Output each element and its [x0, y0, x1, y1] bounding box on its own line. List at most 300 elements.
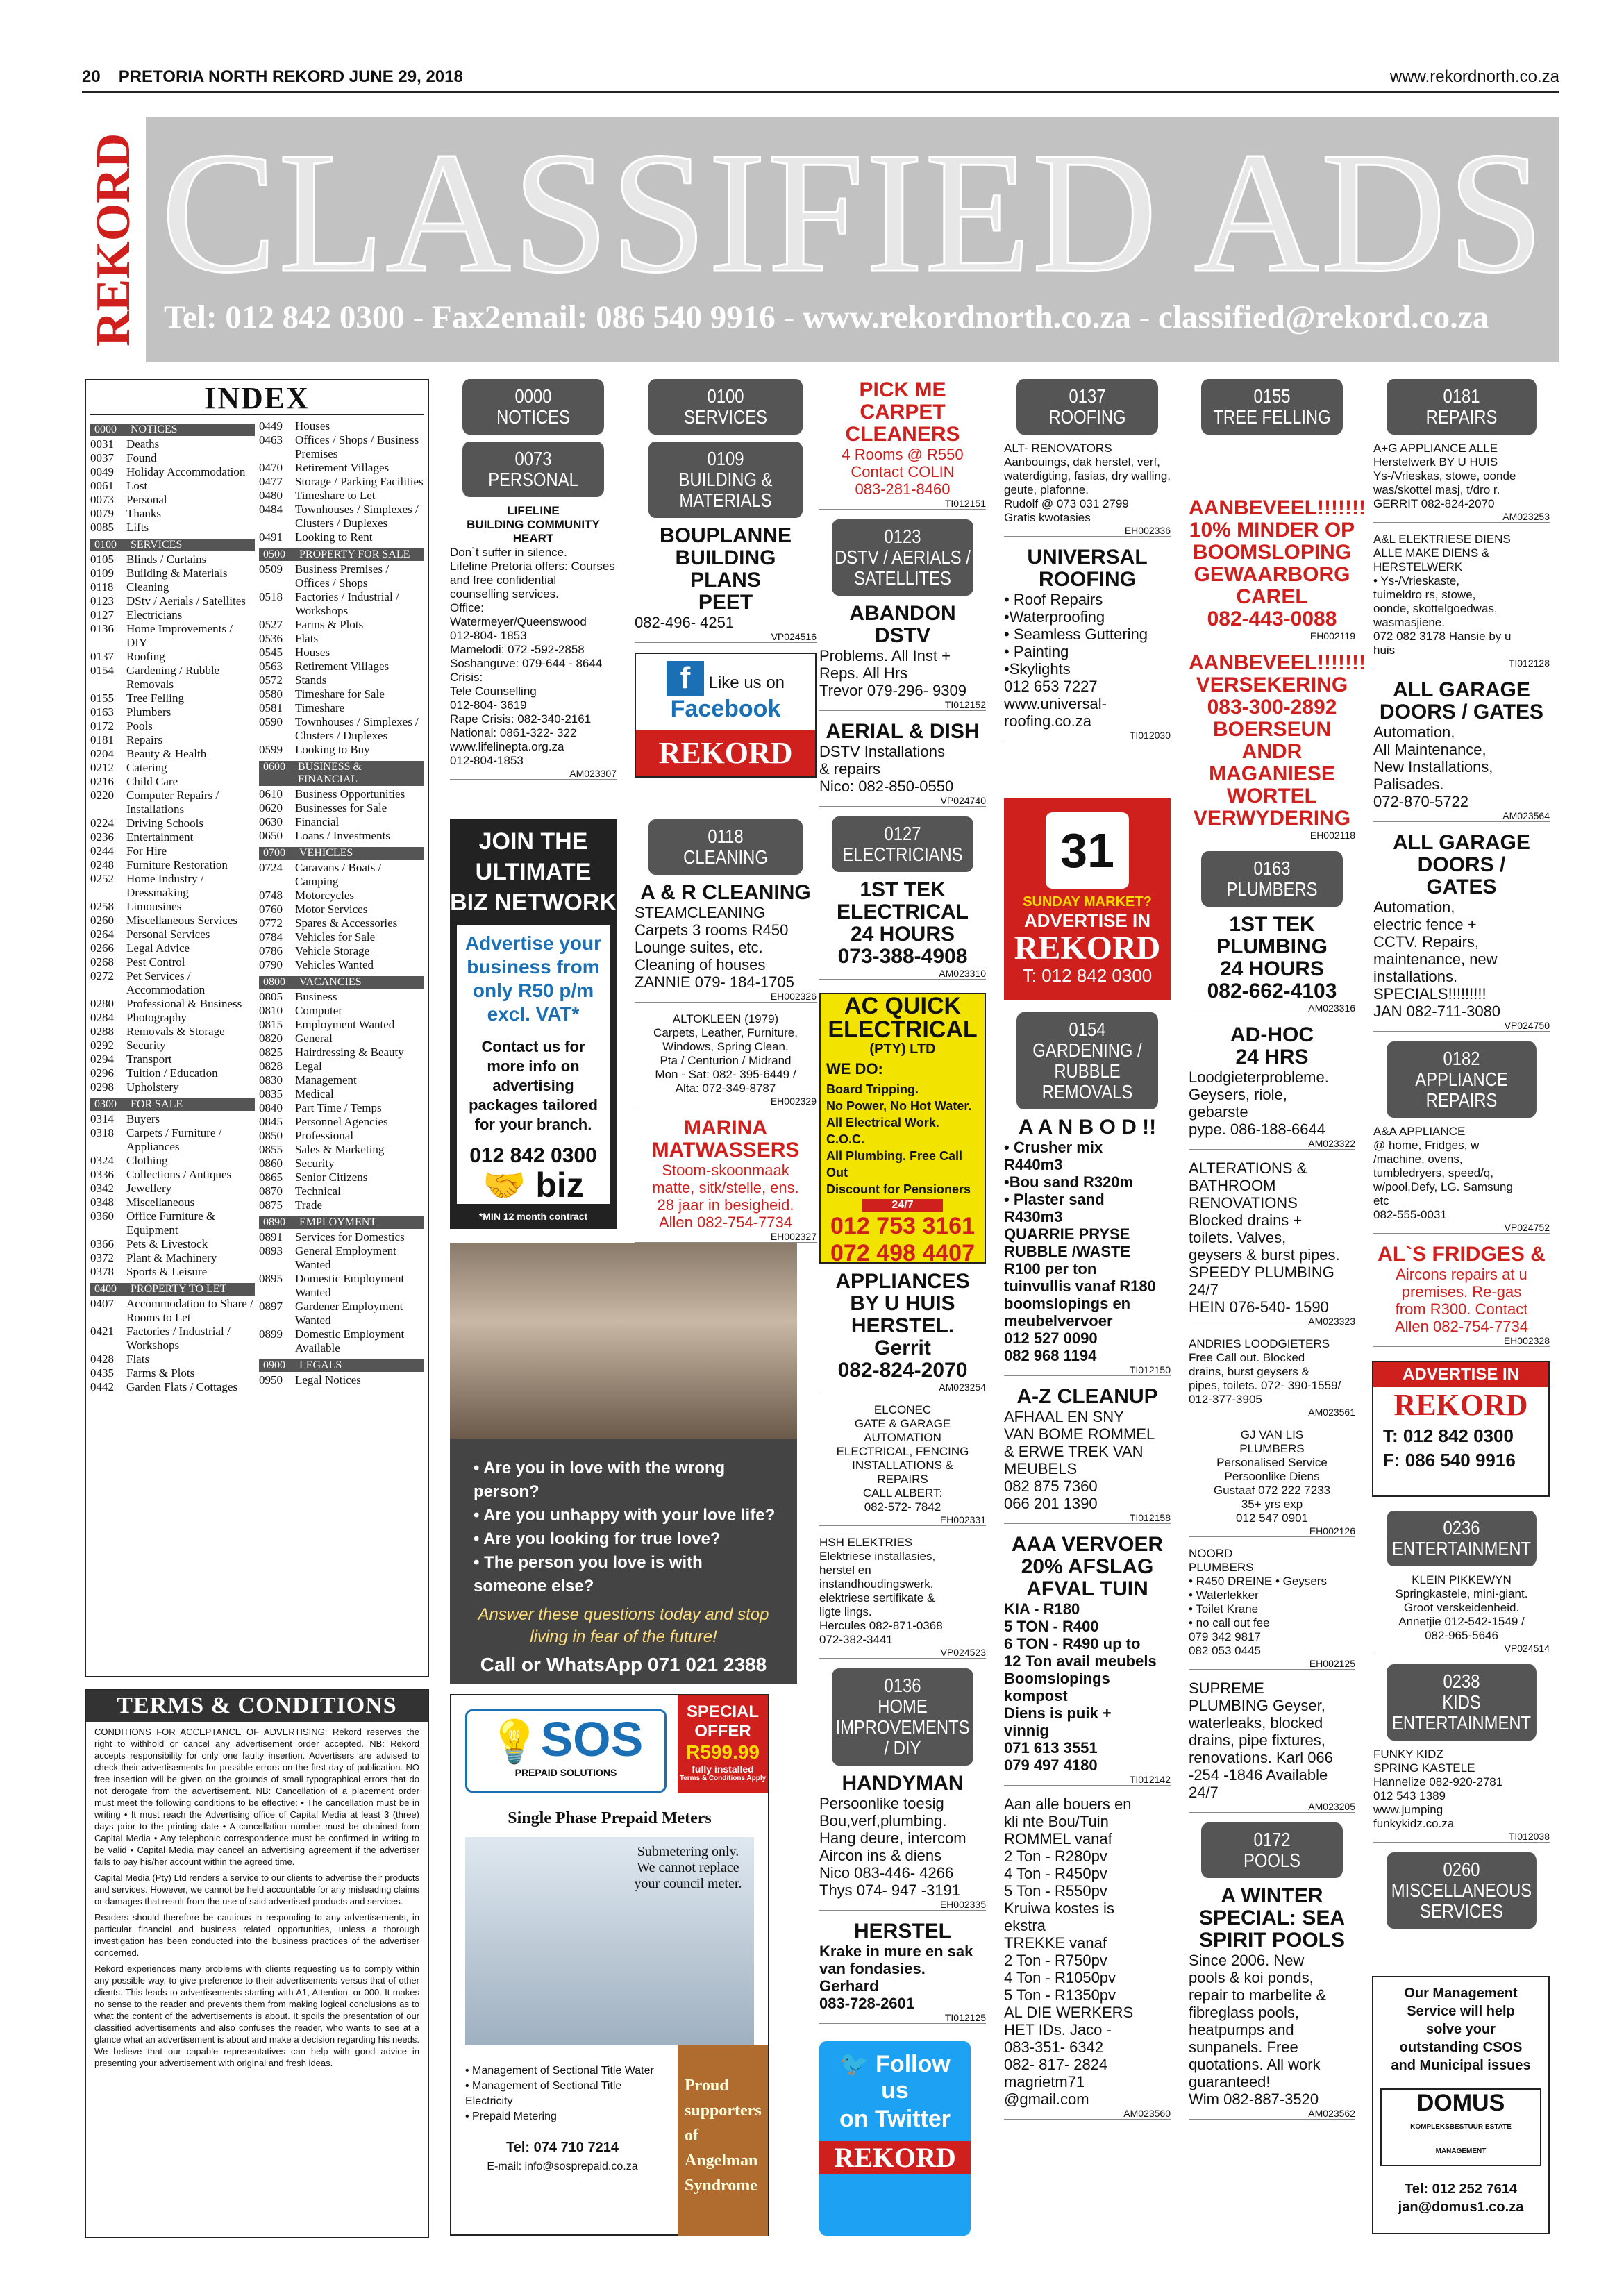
garage-doors-ad — [1373, 832, 1550, 1032]
elconec-ad — [819, 1403, 986, 1526]
index-entry: 0118 Cleaning — [90, 580, 169, 594]
ad-line: ROOFING — [1039, 568, 1136, 591]
ad-line: AUTOMATION — [864, 1431, 941, 1444]
ad-line: •Bou sand R320m — [1004, 1173, 1134, 1191]
ad-line: Persoonlike toesig — [819, 1795, 944, 1812]
ad-line: PLANS — [690, 569, 761, 592]
ad-ref-code: AM023564 — [1373, 810, 1550, 822]
ad-ref-code: EH002118 — [1189, 830, 1355, 841]
biz-phone[interactable]: 012 842 0300 — [469, 1144, 597, 1167]
ad-line: PEET — [698, 591, 753, 614]
index-entry: 0480 Timeshare to Let — [259, 489, 376, 502]
ad-ref-code: AM023323 — [1189, 1316, 1355, 1327]
ad-ref-code: EH002336 — [1004, 525, 1171, 537]
index-section: 0890 EMPLOYMENT — [259, 1216, 424, 1229]
index-entry: 0324 Clothing — [90, 1154, 168, 1167]
index-section: 0000 NOTICES — [90, 424, 255, 436]
ad-ref-code: TI012150 — [1004, 1364, 1171, 1376]
ad-line: boomslopings en — [1004, 1295, 1131, 1312]
ad-line: •Waterproofing — [1004, 608, 1105, 626]
ad-line: 082-496- 4251 — [635, 614, 735, 631]
domus-phone[interactable]: Tel: 012 252 7614 — [1405, 2181, 1517, 2197]
index-entry: 0298 Upholstery — [90, 1080, 179, 1093]
adv-phone[interactable]: T: 012 842 0300 — [1383, 1425, 1514, 1446]
ad-line: GEWAARBORG — [1194, 563, 1350, 586]
ad-line: van fondasies. — [819, 1960, 926, 1977]
ad-line: 012-377-3905 — [1189, 1393, 1262, 1406]
ad-line: & ERWE TREK VAN — [1004, 1443, 1144, 1460]
klein-pikkewyn-ad — [1373, 1573, 1550, 1654]
ad-line: BOUPLANNE — [659, 524, 792, 547]
ad-line: 083-728-2601 — [819, 1995, 915, 2012]
ad-line: HERSTEL — [853, 1920, 951, 1943]
ad-line: ELECTRICAL — [837, 900, 969, 923]
ad-line: magrietm71 — [1004, 2073, 1085, 2090]
ad-line: geysers & burst pipes. — [1189, 1246, 1340, 1264]
ad-line: Lifeline Pretoria offers: Courses and free confidential counselling services. — [450, 560, 615, 601]
index-entry: 0572 Stands — [259, 673, 327, 687]
index-entry: 0260 Miscellaneous Services — [90, 914, 238, 927]
category-header[interactable]: 0100 SERVICES — [648, 379, 803, 435]
ad-line: Free Call out. Blocked — [1189, 1351, 1305, 1364]
category-header[interactable]: 0181 REPAIRS — [1387, 379, 1537, 435]
ad-line: 012-804-1853 — [450, 754, 524, 767]
domus-ad: Our Management Service will help solve your outstanding CSOS and Municipal issues DOMUS KOMPLEKSBESTUUR ESTATE MANAGEMENT Tel: 012 252 7614 jan@domus1.co.za — [1372, 1976, 1550, 2234]
category-header[interactable]: 0000 NOTICES — [462, 379, 604, 435]
category-header[interactable]: 0123 DSTV / AERIALS / SATELLITES — [832, 519, 973, 596]
column-entertainment — [1373, 1511, 1550, 1936]
ad-line: Krake in mure en sak — [819, 1943, 973, 1960]
ad-ref-code: TI012142 — [1004, 1774, 1171, 1786]
ad-line: PLUMBING Geyser, — [1189, 1697, 1325, 1714]
index-entry: 0264 Personal Services — [90, 928, 210, 941]
page-header — [82, 65, 1559, 93]
ag-appliance-ad — [1373, 442, 1550, 523]
ad-ref-code: AM023322 — [1189, 1138, 1355, 1150]
ad-line: Don`t suffer in silence. — [450, 546, 567, 559]
ad-line: 2 Ton - R280pv — [1004, 1847, 1107, 1865]
domus-email[interactable]: jan@domus1.co.za — [1398, 2199, 1524, 2215]
category-header[interactable]: 0136 HOME IMPROVEMENTS / DIY — [832, 1668, 973, 1766]
ad-ref-code: EH002335 — [819, 1899, 986, 1911]
ad-line: Groot verskeidenheid. — [1403, 1601, 1520, 1614]
ad-ref-code: EH002327 — [635, 1231, 817, 1243]
sos-service: • Management of Sectional Title Water — [465, 2065, 654, 2077]
category-header[interactable]: 0163 PLUMBERS — [1201, 851, 1343, 907]
handyman-ad — [819, 1773, 986, 1911]
category-header[interactable]: 0118 CLEANING — [648, 819, 803, 875]
noord-plumbers-ad — [1189, 1547, 1355, 1670]
ad-line: MATWASSERS — [651, 1139, 800, 1162]
ad-line: 10% MINDER OP — [1189, 519, 1355, 542]
ad-line: guaranteed! — [1189, 2073, 1271, 2090]
cal-phone[interactable]: T: 012 842 0300 — [1022, 965, 1153, 986]
ad-line: HSH ELEKTRIES — [819, 1536, 913, 1549]
ad-ref-code: TI012128 — [1373, 657, 1550, 669]
ad-line: Automation, — [1373, 898, 1455, 916]
index-entry: 0810 Computer — [259, 1004, 342, 1017]
funky-kidz-ad — [1373, 1748, 1550, 1843]
index-entry: 0155 Tree Felling — [90, 692, 184, 705]
ad-line: Cleaning of houses — [635, 956, 766, 973]
tek-electrical-ad — [819, 879, 986, 980]
ad-line: electric fence + — [1373, 916, 1477, 933]
ad-line: PICK ME — [859, 378, 946, 401]
index-entry: 0580 Timeshare for Sale — [259, 687, 385, 701]
ad-line: ANDRIES LOODGIETERS — [1189, 1337, 1330, 1350]
ad-line: DSTV Installations — [819, 743, 945, 760]
supreme-plumbing-ad — [1189, 1679, 1355, 1813]
ad-line: 082-824-2070 — [837, 1359, 968, 1382]
love-question: • Are you looking for true love? — [474, 1530, 721, 1548]
terms-paragraph: Rekord experiences many problems with clients requesting us to comply within any possible way, to give preference to their advertisements versus that of other clients. This leads to advertisements starting with A1, Attention, or 000. It makes no sense to the reader and prevents them from making logical conclusions as to what the content of the advertisements is about. It spoils the presentation of our classified advertisements and also confuses the reader, who wants to see at a glance what an advertisement is about and make a decision regarding his needs. We believe that our capable representatives can help with good advice in presenting your advertisement with original and fresh ideas. — [94, 1963, 419, 2068]
index-entry: 0258 Limousines — [90, 900, 182, 913]
ad-line: DOORS / GATES — [1379, 701, 1544, 723]
ad-line: SPECIALS!!!!!!!!! — [1373, 985, 1487, 1003]
ad-line: Automation, — [1373, 723, 1455, 741]
ad-ref-code: EH002326 — [635, 991, 817, 1003]
facebook-promo: f Like us on Facebook REKORD — [635, 653, 817, 778]
index-entry: 0181 Repairs — [90, 733, 162, 746]
ad-line: @ home, Fridges, w — [1373, 1139, 1480, 1152]
ad-line: VAN BOME ROMMEL — [1004, 1425, 1155, 1443]
love-answer: Answer these questions today and stop living in fear of the future! — [478, 1605, 769, 1646]
biz-network-promo — [450, 819, 617, 1229]
index-entry: 0563 Retirement Villages — [259, 660, 390, 673]
ad-line: A WINTER — [1221, 1884, 1323, 1907]
sos-email[interactable]: E-mail: info@sosprepaid.co.za — [487, 2161, 638, 2172]
index-entry: 0154 Gardening / Rubble Removals — [90, 664, 220, 691]
ad-line: TREKKE vanaf — [1004, 1934, 1107, 1952]
index-entry: 0790 Vehicles Wanted — [259, 958, 374, 971]
category-header[interactable]: 0154 GARDENING / RUBBLE REMOVALS — [1016, 1012, 1158, 1109]
ad-line: Mamelodi: 072 -592-2858 — [450, 643, 585, 656]
ad-line: Office: — [450, 601, 484, 614]
ad-line: 35+ yrs exp — [1241, 1498, 1303, 1511]
index-entry: 0828 Legal — [259, 1059, 322, 1073]
index-entry: 0421 Factories / Industrial / Workshops — [90, 1325, 231, 1352]
ad-line: Herstelwerk BY U HUIS — [1373, 455, 1498, 469]
ad-line: ANDR — [1241, 740, 1303, 763]
ad-line: 012 653 7227 — [1004, 678, 1098, 695]
bouers-ad — [1004, 1795, 1171, 2120]
az-cleanup-ad — [1004, 1386, 1171, 1524]
ad-line: •Skylights — [1004, 660, 1071, 678]
column-notices — [450, 379, 617, 789]
index-entry: 0835 Medical — [259, 1087, 334, 1100]
aerial-dish-ad — [819, 721, 986, 807]
ad-line: KIA - R180 — [1004, 1600, 1080, 1618]
index-entry: 0850 Professional — [259, 1129, 354, 1142]
index-entry: 0630 Financial — [259, 815, 340, 828]
ad-line: gebarste — [1189, 1103, 1248, 1121]
ar-cleaning-ad — [635, 882, 817, 1003]
love-question: • The person you love is with someone else? — [474, 1553, 703, 1595]
ad-line: BOERSEUN — [1212, 718, 1332, 741]
aanbeveel-ad — [1189, 496, 1366, 642]
index-entry: 0830 Management — [259, 1073, 357, 1087]
ad-line: HERSTELWERK — [1373, 560, 1463, 573]
ad-line: • Crusher mix — [1004, 1139, 1103, 1156]
category-header[interactable]: 0137 ROOFING — [1016, 379, 1158, 435]
index-entry: 0296 Tuition / Education — [90, 1066, 218, 1080]
biz-title-1: JOIN THE — [478, 828, 588, 855]
ad-line: kli nte Bou/Tuin — [1004, 1813, 1109, 1830]
ad-ref-code: EH002125 — [1189, 1658, 1355, 1670]
ad-line: ELECTRICAL, FENCING — [836, 1445, 969, 1458]
index-title: INDEX — [90, 383, 424, 415]
handshake-icon: 🤝 — [483, 1166, 526, 1205]
ritual-photo — [450, 1243, 797, 1439]
ad-line: pools & koi ponds, — [1189, 1969, 1314, 1986]
love-phone[interactable]: Call or WhatsApp 071 021 2388 — [480, 1654, 767, 1675]
category-header[interactable]: 0155 TREE FELLING — [1201, 379, 1343, 435]
ad-line: ekstra — [1004, 1917, 1046, 1934]
ad-line: 28 jaar in besigheid. — [657, 1196, 794, 1214]
ad-line: wasmasjiene. — [1373, 616, 1445, 629]
ad-line: Rape Crisis: 082-340-2161 — [450, 712, 592, 726]
index-entry: 0509 Business Premises / Offices / Shops — [259, 562, 390, 589]
acq-service: No Power, No Hot Water. — [826, 1099, 972, 1113]
appliances-ad — [819, 1271, 986, 1393]
ad-line: Hannelize 082-920-2781 — [1373, 1775, 1503, 1788]
ad-line: QUARRIE PRYSE — [1004, 1225, 1130, 1243]
index-entry: 0037 Found — [90, 451, 157, 464]
index-entry: 0581 Timeshare — [259, 701, 345, 714]
acq-service: Discount for Pensioners — [826, 1182, 971, 1196]
index-section: 0900 LEGALS — [259, 1359, 424, 1372]
ad-line: Gerhard — [819, 1977, 879, 1995]
index-entry: 0536 Flats — [259, 632, 319, 645]
ad-ref-code: EH002331 — [819, 1514, 986, 1526]
ad-line: 4 Rooms @ R550 — [842, 446, 964, 463]
ad-line: • Seamless Guttering — [1004, 626, 1148, 643]
ad-line: renovations. Karl 066 — [1189, 1749, 1333, 1766]
ad-line: 083-351- 6342 — [1004, 2038, 1104, 2056]
ad-line: maintenance, new — [1373, 950, 1498, 968]
index-entry: 0314 Buyers — [90, 1112, 160, 1125]
ad-line: R430m3 — [1004, 1208, 1063, 1225]
sunday-market-promo: 31 SUNDAY MARKET? ADVERTISE IN REKORD T: 012 842 0300 — [1004, 798, 1171, 1000]
ad-line: & repairs — [819, 760, 881, 778]
index-entry: 0220 Computer Repairs / Installations — [90, 789, 219, 816]
index-entry: 0845 Personnel Agencies — [259, 1115, 388, 1128]
adv-fax: F: 086 540 9916 — [1383, 1450, 1516, 1470]
ad-line: HET IDs. Jaco - — [1004, 2021, 1112, 2038]
ad-line: 012-804- 1853 — [450, 629, 527, 642]
ad-line: REPAIRS — [877, 1473, 928, 1486]
herstel-ad — [819, 1920, 986, 2024]
terms-paragraph: CONDITIONS FOR ACCEPTANCE OF ADVERTISING: Rekord reserves the right to withhold or cancel any advertisement order accepted. NB: Rekord accepts responsibility for only one faulty insertion. Advertisers are advised to check their advertisements for possible errors on the first day of publication. NO free insertion will be given on the grounds of small typographical errors that do not derogate from the advertisement. NB: Cancellation of a placement order must meet the following conditions to be effective: • The cancellation must be in writing • It must reach the Advertising office of Capital Media at least 3 (three) days prior to the printing date • A cancellation number must be obtained from Capital Media • Any telephonic correspondence must be confirmed in writing to be valid • Capital Media may cancel an advertising agreement if the advertiser fails to pay his/her account within the agreed time. — [94, 1727, 419, 1867]
ad-line: 5 Ton - R550pv — [1004, 1882, 1107, 1900]
index-entry: 0061 Lost — [90, 479, 148, 492]
ad-line: Boomslopings — [1004, 1670, 1110, 1687]
ad-ref-code: EH002329 — [635, 1096, 817, 1107]
ad-ref-code: VP024740 — [819, 795, 986, 807]
als-fridges-ad — [1373, 1243, 1550, 1347]
index-entry: 0348 Miscellaneous — [90, 1196, 195, 1209]
ad-line: sunpanels. Free — [1189, 2038, 1298, 2056]
category-header[interactable]: 0109 BUILDING & MATERIALS — [648, 442, 803, 518]
ad-line: 4 Ton - R1050pv — [1004, 1969, 1116, 1986]
index-column-1 — [90, 419, 255, 1394]
ad-line: SPRING KASTELE — [1373, 1761, 1475, 1775]
rekord-logo: REKORD — [819, 2141, 971, 2174]
aaa-vervoer-ad — [1004, 1534, 1171, 1786]
ad-line: 5 TON - R400 — [1004, 1618, 1099, 1635]
ad-line: Gratis kwotasies — [1004, 511, 1091, 524]
ad-line: w/pool,Defy, LG. Samsung — [1373, 1180, 1513, 1193]
ad-line: SPECIAL: SEA — [1198, 1907, 1346, 1929]
ad-line: AFHAAL EN SNY — [1004, 1408, 1124, 1425]
category-header[interactable]: 0238 KIDS ENTERTAINMENT — [1387, 1664, 1537, 1741]
ad-ref-code: VP024523 — [819, 1647, 986, 1659]
ad-line: National: 0861-322- 322 — [450, 726, 577, 739]
index-entry: 0284 Photography — [90, 1011, 187, 1024]
ad-line: CAREL — [1236, 585, 1308, 608]
ad-line: 24/7 — [1189, 1281, 1219, 1298]
index-entry: 0599 Looking to Buy — [259, 743, 370, 756]
acq-service: All Electrical Work. C.O.C. — [826, 1116, 939, 1146]
column-tree-plumbers-pools — [1189, 379, 1366, 2129]
bouplanne-ad — [635, 525, 817, 643]
index-entry: 0266 Legal Advice — [90, 941, 190, 955]
ad-ref-code: EH002119 — [1189, 630, 1355, 642]
ad-line: 082 968 1194 — [1004, 1347, 1097, 1364]
ad-line: was/skottel masj, t/dro r. — [1373, 483, 1500, 496]
special-offer-badge: SPECIAL OFFER R599.99 fully installed Terms & Conditions Apply — [678, 1695, 768, 1793]
index-entry: 0294 Transport — [90, 1053, 172, 1066]
ad-ref-code: VP024752 — [1373, 1222, 1550, 1234]
ad-line: Persoonlike Diens — [1224, 1470, 1320, 1483]
index-entry: 0236 Entertainment — [90, 830, 194, 844]
website-link[interactable]: www.rekordnorth.co.za — [1389, 67, 1559, 86]
ad-line: ALLE MAKE DIENS & — [1373, 546, 1490, 560]
category-header[interactable]: 0236 ENTERTAINMENT — [1387, 1511, 1537, 1566]
index-entry: 0252 Home Industry / Dressmaking — [90, 872, 204, 899]
category-header[interactable]: 0073 PERSONAL — [462, 442, 604, 497]
sos-prepaid-ad — [450, 1694, 769, 2236]
index-entry: 0163 Plumbers — [90, 705, 171, 719]
ad-line: 012 547 0901 — [1236, 1511, 1308, 1525]
index-entry: 0272 Pet Services / Accommodation — [90, 969, 206, 996]
index-entry: 0372 Plant & Machinery — [90, 1251, 217, 1264]
index-section: 0100 SERVICES — [90, 539, 255, 551]
acq-phone[interactable]: 072 498 4407 — [830, 1240, 975, 1266]
ad-line: kompost — [1004, 1687, 1068, 1704]
index-entry: 0491 Looking to Rent — [259, 530, 373, 544]
ad-ref-code: TI012151 — [819, 498, 986, 510]
index-entry: 0428 Flats — [90, 1352, 150, 1366]
index-entry: 0724 Caravans / Boats / Camping — [259, 861, 382, 888]
ad-line: 4 Ton - R450pv — [1004, 1865, 1107, 1882]
ad-line: ligte lings. — [819, 1605, 872, 1618]
index-entry: 0870 Technical — [259, 1184, 341, 1198]
ad-line: 24 HOURS — [850, 923, 955, 946]
lightbulb-icon: 💡 — [488, 1718, 541, 1765]
domus-logo: DOMUS KOMPLEKSBESTUUR ESTATE MANAGEMENT — [1380, 2088, 1541, 2166]
ad-line: 082-965-5646 — [1425, 1629, 1498, 1642]
ad-line: Personalised Service — [1216, 1456, 1328, 1469]
ad-line: INSTALLATIONS & — [852, 1459, 953, 1472]
sos-logo: 💡SOS PREPAID SOLUTIONS — [465, 1709, 667, 1793]
ad-line: 012 543 1389 — [1373, 1789, 1446, 1802]
ad-line: FUNKY KIDZ — [1373, 1748, 1443, 1761]
ad-line: Aircons repairs at u — [1396, 1266, 1527, 1283]
ad-line: drains, burst geysers & — [1189, 1365, 1309, 1378]
index-entry: 0244 For Hire — [90, 844, 167, 857]
ad-line: AFVAL TUIN — [1026, 1577, 1148, 1600]
category-header[interactable]: 0260 MISCELLANEOUS SERVICES — [1387, 1852, 1537, 1929]
ad-line: Watermeyer/Queenswood — [450, 615, 587, 628]
ad-line: 20% AFSLAG — [1021, 1555, 1154, 1578]
category-header[interactable]: 0127 ELECTRICIANS — [832, 816, 973, 872]
sos-phone[interactable]: Tel: 074 710 7214 — [506, 2140, 619, 2155]
index-entry: 0820 General — [259, 1032, 333, 1045]
ad-line: 083-300-2892 — [1207, 696, 1337, 719]
ad-line: Crisis: — [450, 671, 483, 684]
ad-line: A&L ELEKTRIESE DIENS — [1373, 533, 1511, 546]
ad-line: -254 -1846 Available — [1189, 1766, 1328, 1784]
ad-line: A & R CLEANING — [640, 881, 811, 904]
ad-line: ABANDON DSTV — [849, 602, 956, 647]
index-entry: 0224 Driving Schools — [90, 816, 203, 830]
index-entry: 0527 Farms & Plots — [259, 618, 364, 631]
alt-renovators-ad — [1004, 442, 1171, 537]
category-header[interactable]: 0182 APPLIANCE REPAIRS — [1387, 1041, 1537, 1118]
ad-ref-code: TI012038 — [1373, 1831, 1550, 1843]
index-entry: 0590 Townhouses / Simplexes / Clusters / Duplexes — [259, 715, 419, 742]
ad-line: 012-804- 3619 — [450, 698, 527, 712]
ad-line: tuimeldro rs, stowe, — [1373, 588, 1476, 601]
ad-line: UNIVERSAL — [1027, 546, 1148, 569]
ad-line: Trevor 079-296- 9309 — [819, 682, 966, 699]
ad-line: huis — [1373, 644, 1396, 657]
acq-phone[interactable]: 012 753 3161 — [830, 1213, 975, 1239]
sos-service: • Prepaid Metering — [465, 2111, 557, 2122]
hsh-elektries-ad — [819, 1536, 986, 1659]
ad-line: A A N B O D !! — [1018, 1116, 1157, 1139]
index-entry: 0484 Townhouses / Simplexes / Clusters / Duplexes — [259, 503, 419, 530]
index-entry: 0336 Collections / Antiques — [90, 1168, 232, 1181]
index-entry: 0891 Services for Domestics — [259, 1230, 405, 1243]
index-entry: 0650 Loans / Investments — [259, 829, 390, 842]
ad-line: AANBEVEEL!!!!!!! — [1189, 496, 1366, 519]
ad-line: Soshanguve: 079-644 - 8644 — [450, 657, 603, 670]
ad-line: elektriese sertifikate & — [819, 1591, 935, 1604]
acq-service: Board Tripping. — [826, 1082, 919, 1096]
ad-line: HANDYMAN — [842, 1772, 964, 1795]
category-header[interactable]: 0172 POOLS — [1201, 1822, 1343, 1878]
ad-line: 6 TON - R490 up to — [1004, 1635, 1141, 1652]
index-section: 0600 BUSINESS & FINANCIAL — [259, 761, 424, 786]
ad-line: NOORD — [1189, 1547, 1233, 1560]
biz-white-panel — [457, 925, 610, 1204]
index-entry: 0318 Carpets / Furniture / Appliances — [90, 1126, 222, 1153]
ad-line: vinnig — [1004, 1722, 1049, 1739]
ad-line: 12 Ton avail meubels — [1004, 1652, 1157, 1670]
index-section: 0400 PROPERTY TO LET — [90, 1283, 255, 1296]
ad-line: R100 per ton — [1004, 1260, 1097, 1277]
sos-service: • Management of Sectional Title Electricity — [465, 2080, 622, 2107]
andries-ad — [1189, 1337, 1355, 1418]
index-entry: 0085 Lifts — [90, 521, 149, 534]
index-entry: 0378 Sports & Leisure — [90, 1265, 208, 1278]
garage-doors-ad — [1373, 679, 1550, 822]
index-entry: 0268 Pest Control — [90, 955, 185, 969]
ad-line: ROMMEL vanaf — [1004, 1830, 1112, 1847]
index-entry: 0449 Houses — [259, 419, 330, 433]
